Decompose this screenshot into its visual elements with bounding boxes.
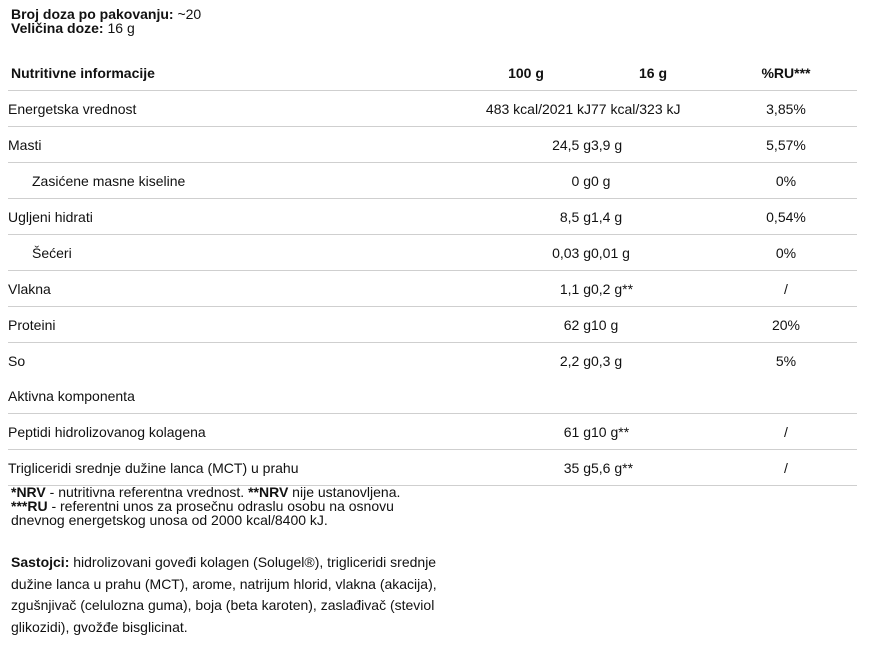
dose-size	[11, 21, 201, 35]
row-per-dose: 0,01 g	[591, 235, 715, 271]
section-row	[8, 378, 857, 414]
row-per-dose: 10 g	[591, 307, 715, 343]
row-per100: 35 g	[461, 450, 591, 486]
nrv-text: - nutritivna referentna vrednost.	[45, 484, 249, 500]
dose-label: Veličina doze:	[11, 20, 104, 36]
table-row	[8, 235, 857, 271]
row-name: Šećeri	[8, 235, 461, 271]
header-per-dose: 16 g	[591, 55, 715, 91]
row-ru: 0,54%	[715, 199, 857, 235]
nutrition-table	[8, 55, 857, 486]
row-ru: 5%	[775, 352, 797, 369]
row-per100: 0 g	[461, 163, 591, 199]
table-row	[8, 414, 857, 450]
row-name: Proteini	[8, 307, 461, 343]
row-per100: 61 g	[461, 414, 591, 450]
row-name: Trigliceridi srednje dužine lanca (MCT) u prahu	[8, 450, 461, 486]
serving-info	[11, 7, 201, 35]
row-per-dose: 0 g	[591, 163, 715, 199]
active-component-title: Aktivna komponenta	[8, 378, 857, 414]
row-ru: /	[715, 414, 857, 450]
ingredients-text: hidrolizovani goveđi kolagen (Solugel®), trigliceridi srednje dužine lanca u prahu (MCT), arome, natrijum hlorid, vlakna (akacija), zgušnjivač (celulozna guma), boja (beta karoten), zaslađivač (steviol glikozidi), gvožđe bisglicinat.	[11, 554, 437, 635]
servings-label: Broj doza po pakovanju:	[11, 6, 174, 22]
row-ru: /	[715, 271, 857, 307]
table-header-row	[8, 55, 857, 91]
row-ru: 3,85%	[715, 91, 857, 127]
table-row	[8, 343, 857, 379]
row-per100: 8,5 g	[461, 199, 591, 235]
table-row	[8, 127, 857, 163]
dose-value: 16 g	[103, 20, 135, 36]
ru-text: - referentni unos za prosečnu odraslu osobu na osnovu	[47, 498, 394, 514]
ru-footnote	[11, 499, 400, 513]
row-name: Ugljeni hidrati	[8, 199, 461, 235]
row-per-dose: 10 g**	[591, 414, 715, 450]
row-name: Energetska vrednost	[8, 91, 461, 127]
row-per-dose: 3,9 g	[591, 127, 715, 163]
ingredients	[11, 552, 481, 638]
header-nutrition-info: Nutritivne informacije	[8, 55, 461, 91]
header-per-100g: 100 g	[461, 55, 591, 91]
nrv-key: *NRV	[11, 484, 46, 500]
row-name: Zasićene masne kiseline	[8, 163, 461, 199]
row-per-dose: 5,6 g**	[591, 450, 715, 486]
header-ru: %RU***	[715, 55, 857, 91]
row-per-dose: 1,4 g	[591, 199, 715, 235]
row-name: Vlakna	[8, 271, 461, 307]
nrv-footnote	[11, 485, 400, 499]
row-per100: 62 g	[461, 307, 591, 343]
nrv2-key: **NRV	[248, 484, 289, 500]
ingredients-label: Sastojci:	[11, 554, 70, 570]
servings-value: ~20	[173, 6, 202, 22]
table-row	[8, 199, 857, 235]
ru-key: ***RU	[11, 498, 48, 514]
servings-per-package	[11, 7, 201, 21]
row-per-dose: 0,3 g	[591, 352, 623, 369]
row-ru: /	[715, 450, 857, 486]
row-per100: 2,2 g	[559, 352, 591, 369]
table-row	[8, 163, 857, 199]
table-row	[8, 450, 857, 486]
nrv2-text: nije ustanovljena.	[288, 484, 401, 500]
row-ru: 5,57%	[715, 127, 857, 163]
row-per100: 24,5 g	[461, 127, 591, 163]
ru-footnote-line2: dnevnog energetskog unosa od 2000 kcal/8400 kJ.	[11, 512, 328, 528]
row-name: Masti	[8, 127, 461, 163]
row-name: So	[8, 352, 26, 369]
table-row	[8, 91, 857, 127]
row-ru: 0%	[715, 163, 857, 199]
row-ru: 0%	[715, 235, 857, 271]
row-per100: 1,1 g	[461, 271, 591, 307]
row-per-dose: 0,2 g**	[591, 271, 715, 307]
row-per-dose: 77 kcal/323 kJ	[591, 91, 715, 127]
row-per100: 0,03 g	[461, 235, 591, 271]
row-ru: 20%	[715, 307, 857, 343]
footnotes	[11, 485, 400, 527]
table-row	[8, 271, 857, 307]
table-row	[8, 307, 857, 343]
row-per100: 483 kcal/2021 kJ	[461, 91, 591, 127]
row-name: Peptidi hidrolizovanog kolagena	[8, 414, 461, 450]
